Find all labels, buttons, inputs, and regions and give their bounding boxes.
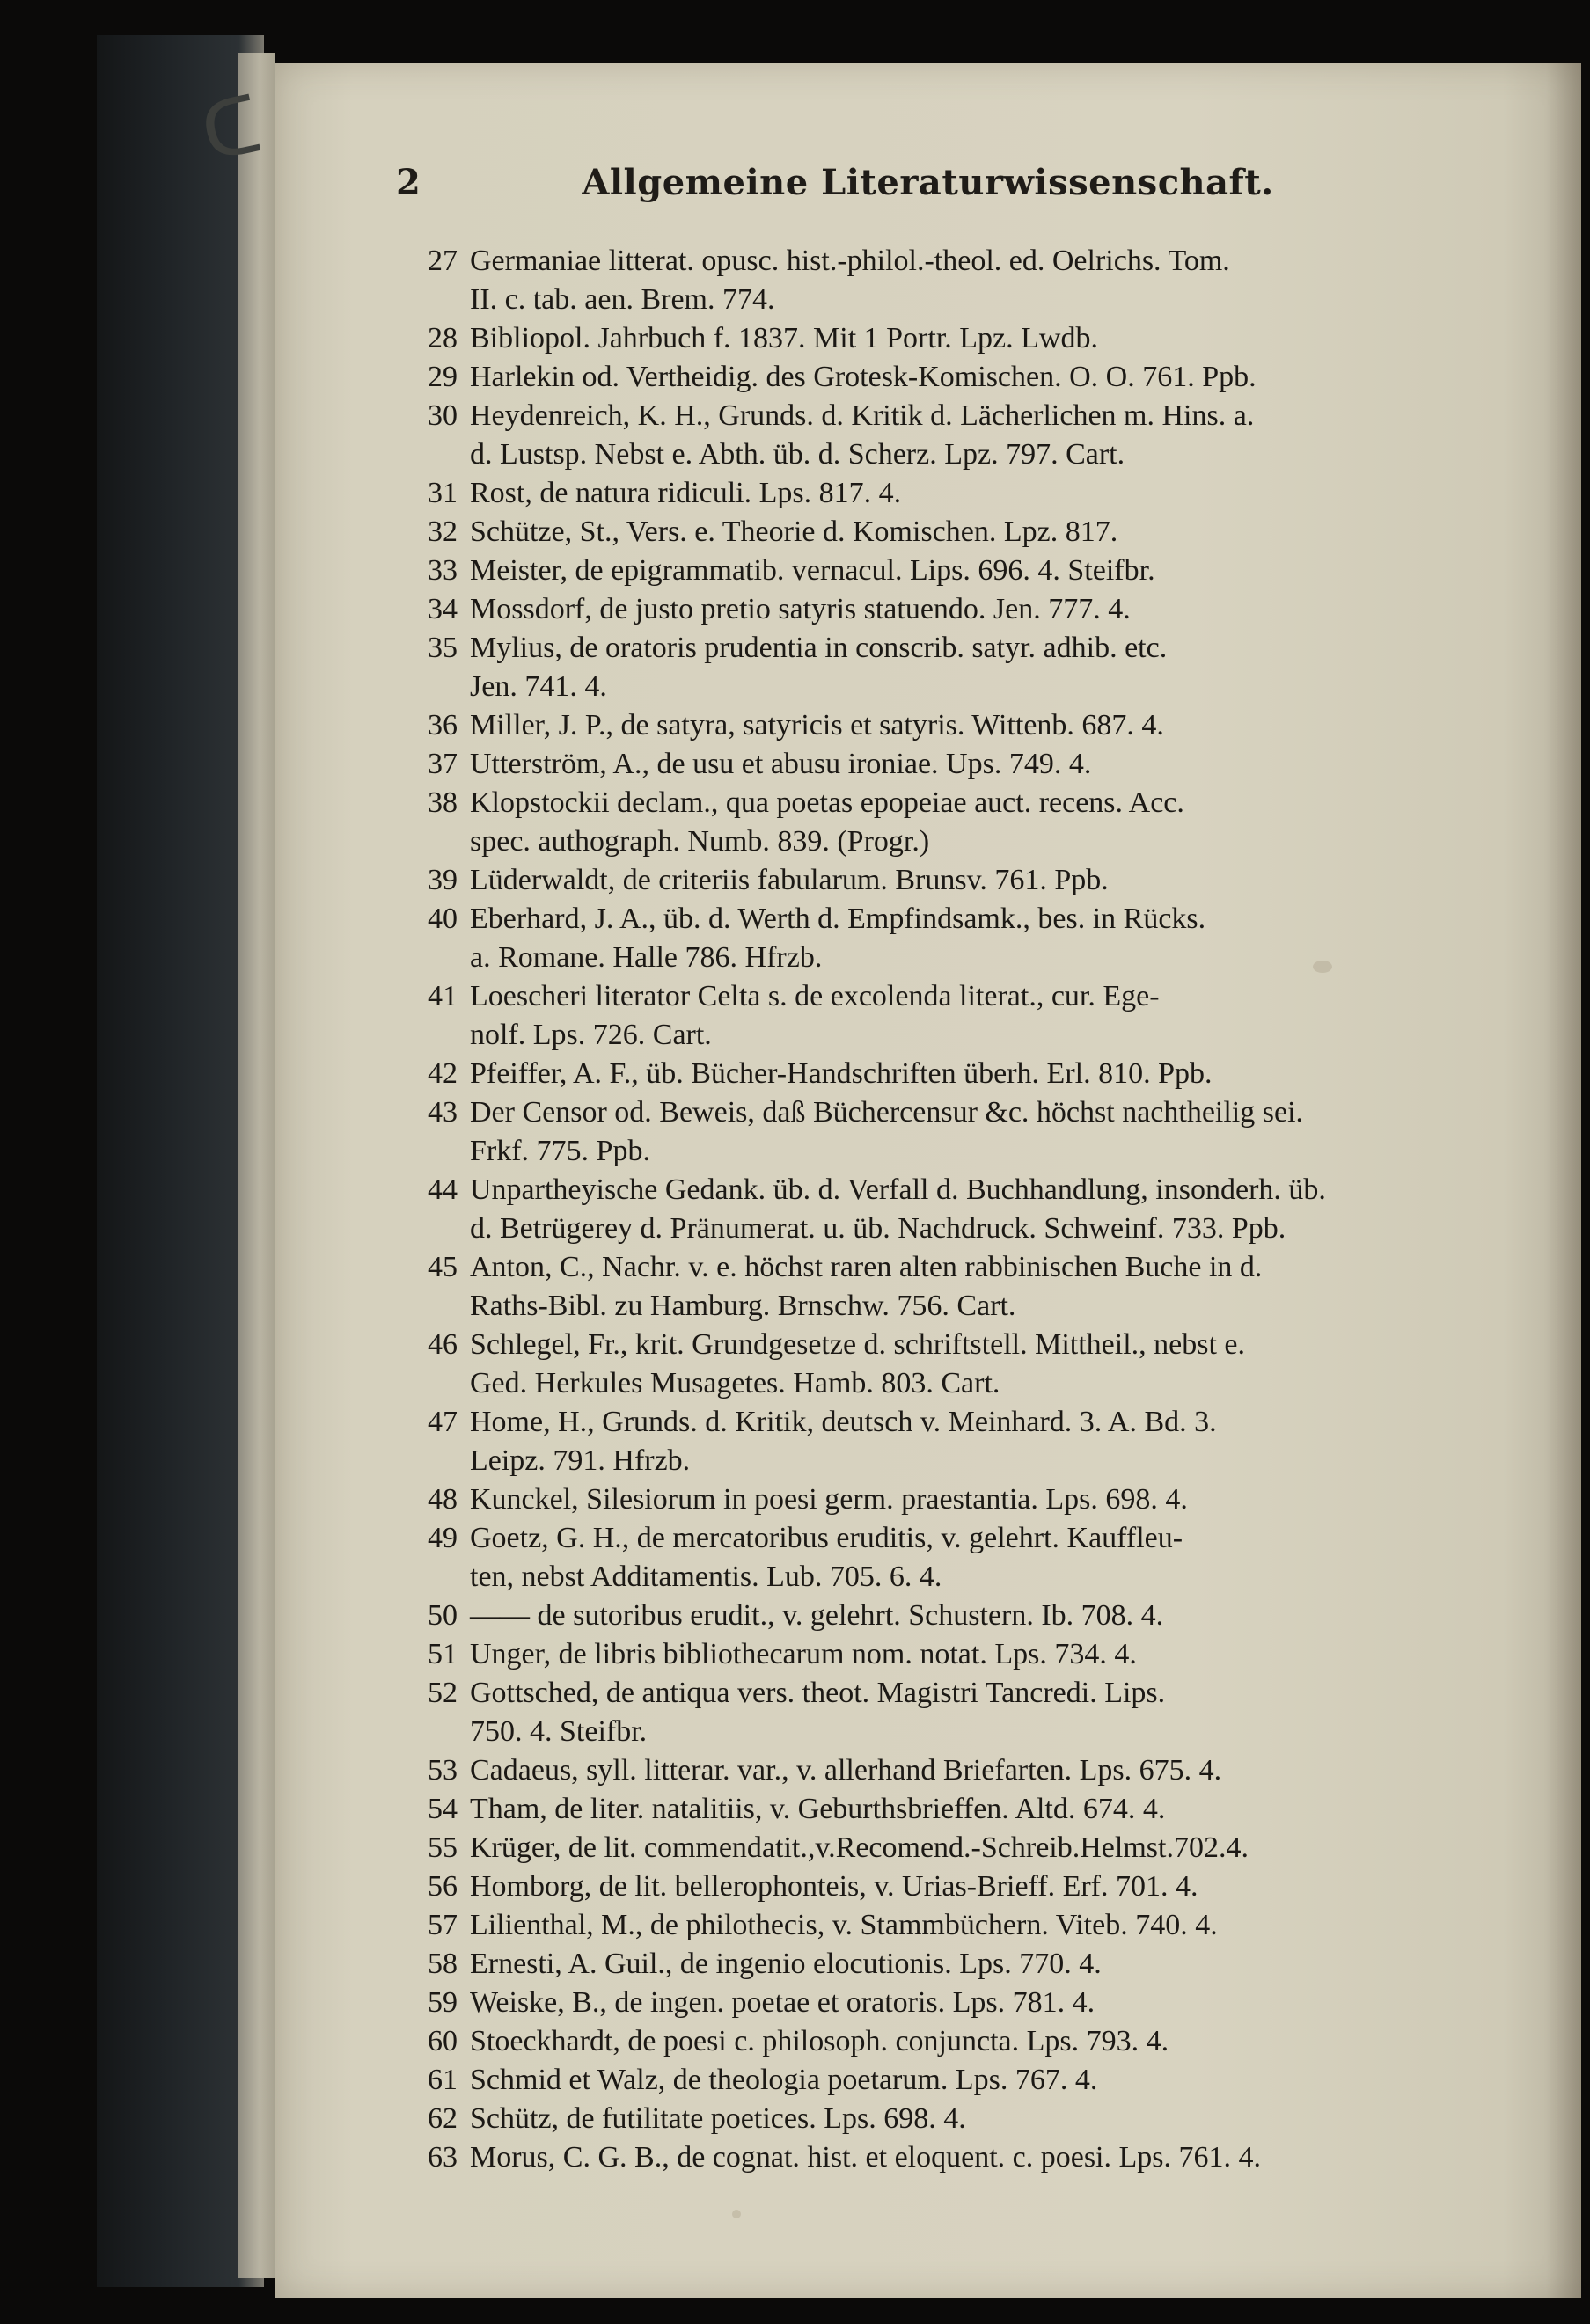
entry-text: Tham, de liter. natalitiis, v. Geburthsbrieffen. Altd. 674. 4. xyxy=(470,1793,1166,1825)
entry-number: 29 xyxy=(428,361,458,393)
entry-text: Stoeckhardt, de poesi c. philosoph. conjuncta. Lps. 793. 4. xyxy=(470,2025,1169,2057)
bibliography-entry xyxy=(275,242,1581,319)
entry-text: Morus, C. G. B., de cognat. hist. et eloquent. c. poesi. Lps. 761. 4. xyxy=(470,2141,1262,2174)
bibliography-entry xyxy=(275,1480,1581,1519)
entry-number: 34 xyxy=(428,593,458,625)
entry-text: Schlegel, Fr., krit. Grundgesetze d. schriftstell. Mittheil., nebst e. xyxy=(470,1328,1245,1361)
entry-number: 57 xyxy=(428,1909,458,1941)
bibliography-entry xyxy=(275,2138,1581,2177)
bibliography-entry xyxy=(275,1635,1581,1674)
bibliography-entry xyxy=(275,900,1581,977)
entry-text: Der Censor od. Beweis, daß Büchercensur &c. höchst nachtheilig sei. xyxy=(470,1096,1304,1129)
entry-text: Klopstockii declam., qua poetas epopeiae auct. recens. Acc. xyxy=(470,786,1184,819)
bibliography-entry xyxy=(275,2100,1581,2138)
entry-text: Schütz, de futilitate poetices. Lps. 698. 4. xyxy=(470,2102,966,2135)
bibliography-entry xyxy=(275,1171,1581,1248)
bibliography-entry xyxy=(275,1984,1581,2022)
entry-number: 32 xyxy=(428,515,458,548)
bibliography-entry xyxy=(275,552,1581,590)
entry-text: Meister, de epigrammatib. vernacul. Lips. 696. 4. Steifbr. xyxy=(470,554,1155,587)
entry-text: Lüderwaldt, de criteriis fabularum. Brunsv. 761. Ppb. xyxy=(470,864,1109,896)
entry-number: 43 xyxy=(428,1096,458,1129)
entry-number: 36 xyxy=(428,709,458,742)
entry-text: Goetz, G. H., de mercatoribus eruditis, v. gelehrt. Kauffleu- xyxy=(470,1522,1183,1554)
entry-text: Mylius, de oratoris prudentia in conscrib. satyr. adhib. etc. xyxy=(470,632,1168,664)
entry-number: 54 xyxy=(428,1793,458,1825)
bibliography-entry xyxy=(275,1597,1581,1635)
bibliography-entry xyxy=(275,745,1581,784)
entry-text: Miller, J. P., de satyra, satyricis et satyris. Wittenb. 687. 4. xyxy=(470,709,1164,742)
entry-number: 28 xyxy=(428,322,458,354)
bibliography-entry xyxy=(275,1519,1581,1597)
margin-pencil-mark: ᑕ xyxy=(193,79,262,180)
entry-text-continuation: nolf. Lps. 726. Cart. xyxy=(470,1019,712,1051)
bibliography-entry xyxy=(275,1790,1581,1829)
entry-text: Pfeiffer, A. F., üb. Bücher-Handschriften überh. Erl. 810. Ppb. xyxy=(470,1057,1213,1090)
bibliography-list xyxy=(275,242,1581,2177)
entry-text: Eberhard, J. A., üb. d. Werth d. Empfindsamk., bes. in Rücks. xyxy=(470,903,1206,935)
bibliography-entry xyxy=(275,474,1581,513)
bibliography-entry xyxy=(275,629,1581,706)
entry-text-continuation: Ged. Herkules Musagetes. Hamb. 803. Cart. xyxy=(470,1367,1000,1400)
entry-number: 53 xyxy=(428,1754,458,1787)
entry-text-continuation: 750. 4. Steifbr. xyxy=(470,1715,648,1748)
entry-number: 48 xyxy=(428,1483,458,1516)
bibliography-entry xyxy=(275,1867,1581,1906)
entry-number: 51 xyxy=(428,1638,458,1670)
entry-text: Homborg, de lit. bellerophonteis, v. Urias-Brieff. Erf. 701. 4. xyxy=(470,1870,1198,1903)
entry-text-continuation: a. Romane. Halle 786. Hfrzb. xyxy=(470,941,823,974)
entry-number: 38 xyxy=(428,786,458,819)
bibliography-entry xyxy=(275,590,1581,629)
entry-text: Lilienthal, M., de philothecis, v. Stammbüchern. Viteb. 740. 4. xyxy=(470,1909,1218,1941)
bibliography-entry xyxy=(275,1403,1581,1480)
bibliography-entry xyxy=(275,319,1581,358)
entry-text: Cadaeus, syll. litterar. var., v. allerhand Briefarten. Lps. 675. 4. xyxy=(470,1754,1222,1787)
running-head: Allgemeine Literaturwissenschaft. xyxy=(582,162,1274,203)
page-number: 2 xyxy=(396,162,421,203)
entry-text-continuation: Leipz. 791. Hfrzb. xyxy=(470,1444,691,1477)
entry-text: Germaniae litterat. opusc. hist.-philol.-theol. ed. Oelrichs. Tom. xyxy=(470,245,1230,277)
bibliography-entry xyxy=(275,397,1581,474)
bibliography-entry xyxy=(275,1751,1581,1790)
entry-number: 52 xyxy=(428,1677,458,1709)
entry-number: 55 xyxy=(428,1831,458,1864)
entry-number: 37 xyxy=(428,748,458,780)
entry-text-continuation: d. Betrügerey d. Pränumerat. u. üb. Nachdruck. Schweinf. 733. Ppb. xyxy=(470,1212,1286,1245)
entry-number: 56 xyxy=(428,1870,458,1903)
bibliography-entry xyxy=(275,977,1581,1055)
entry-text: Home, H., Grunds. d. Kritik, deutsch v. Meinhard. 3. A. Bd. 3. xyxy=(470,1406,1217,1438)
entry-text-continuation: ten, nebst Additamentis. Lub. 705. 6. 4. xyxy=(470,1560,942,1593)
bibliography-entry xyxy=(275,1326,1581,1403)
entry-number: 42 xyxy=(428,1057,458,1090)
entry-number: 41 xyxy=(428,980,458,1012)
entry-text: Bibliopol. Jahrbuch f. 1837. Mit 1 Portr. Lpz. Lwdb. xyxy=(470,322,1098,354)
entry-number: 58 xyxy=(428,1948,458,1980)
bibliography-entry xyxy=(275,1829,1581,1867)
entry-number: 44 xyxy=(428,1173,458,1206)
bibliography-entry xyxy=(275,1055,1581,1093)
bibliography-entry xyxy=(275,706,1581,745)
entry-text: Utterström, A., de usu et abusu ironiae. Ups. 749. 4. xyxy=(470,748,1092,780)
entry-text-continuation: II. c. tab. aen. Brem. 774. xyxy=(470,283,775,316)
bibliography-entry xyxy=(275,1248,1581,1326)
entry-number: 35 xyxy=(428,632,458,664)
entry-number: 33 xyxy=(428,554,458,587)
entry-number: 45 xyxy=(428,1251,458,1283)
book-page xyxy=(275,63,1581,2298)
entry-number: 31 xyxy=(428,477,458,509)
entry-text: Krüger, de lit. commendatit.,v.Recomend.-Schreib.Helmst.702.4. xyxy=(470,1831,1249,1864)
entry-number: 40 xyxy=(428,903,458,935)
entry-text: Schmid et Walz, de theologia poetarum. Lps. 767. 4. xyxy=(470,2064,1098,2096)
bibliography-entry xyxy=(275,1093,1581,1171)
entry-text-continuation: Frkf. 775. Ppb. xyxy=(470,1135,650,1167)
entry-text: Unger, de libris bibliothecarum nom. notat. Lps. 734. 4. xyxy=(470,1638,1137,1670)
bibliography-entry xyxy=(275,1674,1581,1751)
entry-text: Gottsched, de antiqua vers. theot. Magistri Tancredi. Lips. xyxy=(470,1677,1166,1709)
entry-number: 59 xyxy=(428,1986,458,2019)
entry-number: 39 xyxy=(428,864,458,896)
entry-number: 60 xyxy=(428,2025,458,2057)
entry-number: 30 xyxy=(428,399,458,432)
bibliography-entry xyxy=(275,2022,1581,2061)
paper-stain xyxy=(732,2210,741,2218)
entry-text-continuation: Raths-Bibl. zu Hamburg. Brnschw. 756. Cart. xyxy=(470,1290,1016,1322)
entry-text: Anton, C., Nachr. v. e. höchst raren alten rabbinischen Buche in d. xyxy=(470,1251,1263,1283)
entry-text: Kunckel, Silesiorum in poesi germ. praestantia. Lps. 698. 4. xyxy=(470,1483,1188,1516)
entry-text: Schütze, St., Vers. e. Theorie d. Komischen. Lpz. 817. xyxy=(470,515,1118,548)
entry-number: 47 xyxy=(428,1406,458,1438)
entry-number: 63 xyxy=(428,2141,458,2174)
page-header xyxy=(275,162,1581,232)
entry-text: Rost, de natura ridiculi. Lps. 817. 4. xyxy=(470,477,902,509)
entry-number: 27 xyxy=(428,245,458,277)
entry-number: 46 xyxy=(428,1328,458,1361)
entry-text: Weiske, B., de ingen. poetae et oratoris. Lps. 781. 4. xyxy=(470,1986,1095,2019)
entry-text-continuation: spec. authograph. Numb. 839. (Progr.) xyxy=(470,825,930,858)
entry-number: 61 xyxy=(428,2064,458,2096)
entry-text: Heydenreich, K. H., Grunds. d. Kritik d. Lächerlichen m. Hins. a. xyxy=(470,399,1255,432)
bibliography-entry xyxy=(275,1945,1581,1984)
entry-text-continuation: d. Lustsp. Nebst e. Abth. üb. d. Scherz. Lpz. 797. Cart. xyxy=(470,438,1125,471)
entry-text: Loescheri literator Celta s. de excolenda literat., cur. Ege- xyxy=(470,980,1160,1012)
entry-text: —— de sutoribus erudit., v. gelehrt. Schustern. Ib. 708. 4. xyxy=(470,1599,1164,1632)
entry-number: 62 xyxy=(428,2102,458,2135)
bibliography-entry xyxy=(275,1906,1581,1945)
binding-strip xyxy=(238,53,275,2278)
bibliography-entry xyxy=(275,861,1581,900)
entry-text: Harlekin od. Vertheidig. des Grotesk-Komischen. O. O. 761. Ppb. xyxy=(470,361,1257,393)
entry-text: Ernesti, A. Guil., de ingenio elocutionis. Lps. 770. 4. xyxy=(470,1948,1102,1980)
entry-text: Mossdorf, de justo pretio satyris statuendo. Jen. 777. 4. xyxy=(470,593,1131,625)
bibliography-entry xyxy=(275,358,1581,397)
bibliography-entry xyxy=(275,784,1581,861)
bibliography-entry xyxy=(275,513,1581,552)
entry-text-continuation: Jen. 741. 4. xyxy=(470,670,607,703)
entry-text: Unpartheyische Gedank. üb. d. Verfall d. Buchhandlung, insonderh. üb. xyxy=(470,1173,1326,1206)
entry-number: 50 xyxy=(428,1599,458,1632)
entry-number: 49 xyxy=(428,1522,458,1554)
bibliography-entry xyxy=(275,2061,1581,2100)
